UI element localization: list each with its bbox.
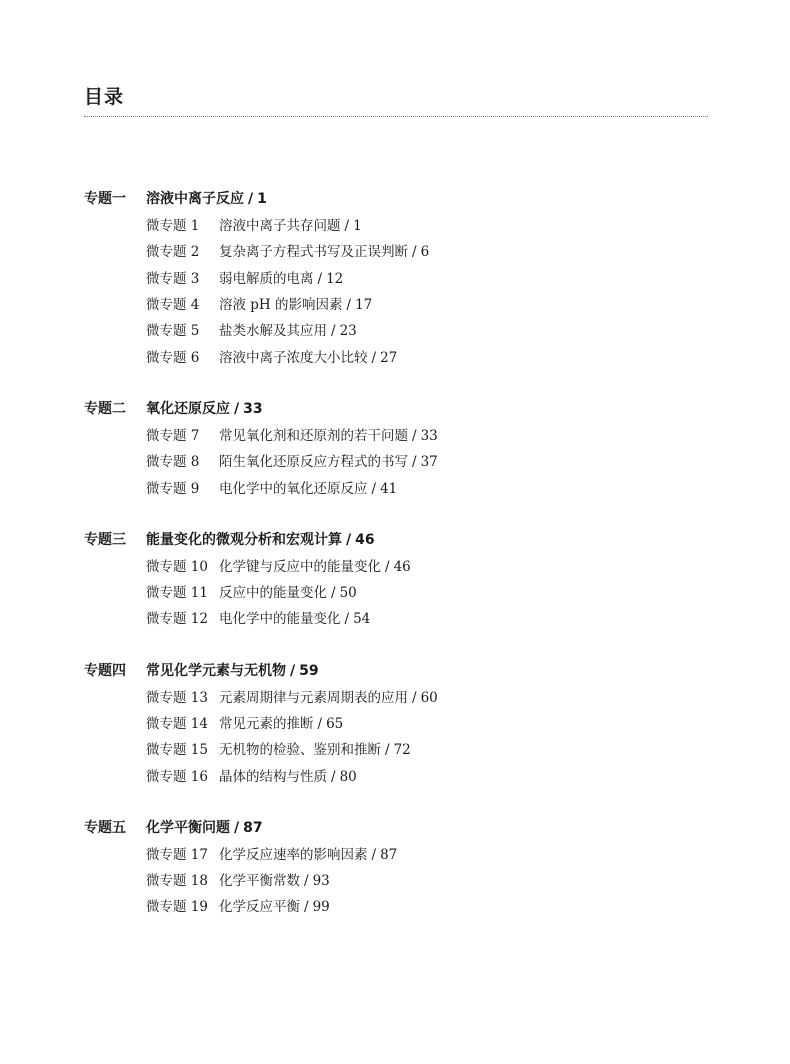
toc-entry[interactable] [84, 761, 724, 787]
page-separator: / [344, 218, 350, 235]
page-separator: / [346, 297, 352, 314]
entry-page-number: 50 [339, 585, 357, 602]
entry-page-number: 46 [393, 558, 411, 575]
topic-section [84, 814, 724, 919]
entry-page-number: 60 [420, 689, 438, 706]
toc-entry[interactable] [84, 866, 724, 892]
toc-entry[interactable] [84, 237, 724, 263]
toc-entry[interactable] [84, 342, 724, 368]
entry-title [219, 424, 438, 444]
entry-label: 微专题 14 [146, 716, 208, 732]
page-separator: / [412, 427, 417, 444]
entry-page-number: 80 [339, 768, 357, 785]
entry-title-text: 溶液中离子浓度大小比较 [219, 349, 368, 366]
entry-label: 微专题 18 [146, 873, 208, 890]
entry-title [219, 686, 438, 706]
toc-entry[interactable] [84, 892, 724, 918]
topic-title [146, 817, 263, 837]
topic-label: 专题一 [84, 191, 126, 207]
page-separator: / [234, 819, 240, 836]
entry-title [219, 477, 397, 497]
topic-section [84, 526, 724, 631]
entry-label: 微专题 19 [146, 899, 208, 916]
entry-label: 微专题 7 [146, 427, 200, 444]
entry-title [219, 712, 343, 732]
topic-page-number: 33 [243, 400, 263, 417]
entry-title [219, 214, 362, 234]
topic-title [146, 660, 319, 680]
topic-header[interactable] [84, 395, 724, 421]
topic-label: 专题五 [84, 819, 126, 836]
entry-title-text: 复杂离子方程式书写及正误判断 [219, 244, 408, 261]
page-separator: / [290, 662, 296, 679]
entry-title-text: 电化学中的氧化还原反应 [219, 480, 368, 497]
entry-title-text: 无机物的检验、鉴别和推断 [219, 742, 381, 759]
topic-title [146, 529, 375, 549]
topic-title-text: 能量变化的微观分析和宏观计算 [146, 531, 342, 548]
toc-entry[interactable] [84, 578, 724, 604]
page-separator: / [371, 846, 377, 863]
entry-label: 微专题 9 [146, 480, 200, 497]
entry-title-text: 元素周期律与元素周期表的应用 [219, 689, 408, 706]
entry-label: 微专题 6 [146, 349, 200, 366]
entry-page-number: 37 [420, 454, 438, 471]
entry-title-text: 溶液 pH 的影响因素 [219, 297, 343, 314]
topic-header[interactable] [84, 657, 724, 683]
entry-title-text: 常见元素的推断 [219, 716, 314, 732]
entry-label: 微专题 8 [146, 454, 200, 471]
entry-title [219, 581, 357, 601]
entry-page-number: 1 [353, 218, 362, 235]
entry-page-number: 54 [353, 611, 371, 628]
title-divider [84, 116, 708, 117]
page-separator: / [304, 899, 309, 916]
entry-title [219, 869, 330, 889]
entry-page-number: 33 [420, 427, 438, 444]
entry-title-text: 陌生氧化还原反应方程式的书写 [219, 454, 408, 471]
page-separator: / [412, 244, 417, 261]
entry-label: 微专题 10 [146, 558, 208, 575]
toc-entry[interactable] [84, 552, 724, 578]
entry-page-number: 93 [312, 873, 330, 890]
entry-label: 微专题 1 [146, 218, 200, 235]
topic-title-text: 化学平衡问题 [146, 819, 230, 836]
entry-page-number: 99 [312, 899, 330, 916]
entry-label: 微专题 16 [146, 768, 208, 785]
page-separator: / [248, 191, 254, 207]
entry-title [219, 765, 357, 785]
entry-page-number: 27 [380, 349, 398, 366]
entry-title-text: 化学键与反应中的能量变化 [219, 558, 381, 575]
page-separator: / [331, 768, 336, 785]
topic-header[interactable] [84, 814, 724, 840]
entry-title [219, 319, 357, 339]
entry-title-text: 盐类水解及其应用 [219, 323, 327, 340]
toc-entry[interactable] [84, 447, 724, 473]
entry-label: 微专题 13 [146, 689, 208, 706]
page-separator: / [385, 742, 390, 759]
page-separator: / [331, 585, 336, 602]
page-separator: / [344, 611, 350, 628]
toc-entry[interactable] [84, 264, 724, 290]
topic-header[interactable] [84, 185, 724, 211]
toc-entry[interactable] [84, 735, 724, 761]
toc-entry[interactable] [84, 683, 724, 709]
topic-title-text: 溶液中离子反应 [146, 191, 244, 207]
entry-title-text: 化学反应平衡 [219, 899, 300, 916]
toc-entry[interactable] [84, 840, 724, 866]
entry-title [219, 267, 343, 287]
entry-title [219, 738, 411, 758]
entry-label: 微专题 17 [146, 846, 208, 863]
entry-title [219, 240, 429, 260]
entry-title-text: 化学反应速率的影响因素 [219, 846, 368, 863]
entry-page-number: 65 [326, 716, 344, 732]
topic-header[interactable] [84, 526, 724, 552]
page-separator: / [371, 480, 377, 497]
topic-title [146, 398, 263, 418]
entry-label: 微专题 2 [146, 244, 200, 261]
entry-page-number: 12 [326, 270, 344, 287]
topic-section [84, 395, 724, 500]
entry-title-text: 溶液中离子共存问题 [219, 218, 341, 235]
entry-title-text: 弱电解质的电离 [219, 270, 314, 287]
entry-title [219, 607, 370, 627]
topic-label: 专题四 [84, 662, 126, 679]
entry-title [219, 895, 330, 915]
toc-entry[interactable] [84, 290, 724, 316]
topic-page-number: 59 [299, 662, 319, 679]
toc-entry[interactable] [84, 473, 724, 499]
page-separator: / [346, 531, 352, 548]
entry-label: 微专题 5 [146, 323, 200, 340]
topic-title-text: 氧化还原反应 [146, 400, 230, 417]
toc-entry[interactable] [84, 211, 724, 237]
topic-page-number: 1 [257, 191, 267, 207]
topic-label: 专题三 [84, 531, 126, 548]
topic-page-number: 87 [243, 819, 263, 836]
page-separator: / [234, 400, 240, 417]
page-separator: / [385, 558, 390, 575]
page-separator: / [317, 270, 323, 287]
entry-title-text: 化学平衡常数 [219, 873, 300, 890]
toc-entry[interactable] [84, 316, 724, 342]
entry-label: 微专题 11 [146, 585, 208, 602]
toc-entry[interactable] [84, 604, 724, 630]
entry-title [219, 450, 438, 470]
topic-section [84, 657, 724, 788]
entry-page-number: 6 [420, 244, 430, 261]
entry-title [219, 843, 397, 863]
entry-page-number: 17 [355, 297, 373, 314]
table-of-contents [84, 185, 724, 945]
page-title: 目录 [84, 86, 125, 108]
entry-page-number: 23 [339, 323, 357, 340]
entry-title-text: 晶体的结构与性质 [219, 768, 327, 785]
topic-label: 专题二 [84, 400, 126, 417]
topic-title [146, 188, 267, 208]
topic-title-text: 常见化学元素与无机物 [146, 662, 286, 679]
entry-title-text: 常见氧化剂和还原剂的若干问题 [219, 427, 408, 444]
entry-page-number: 72 [393, 742, 411, 759]
toc-entry[interactable] [84, 709, 724, 735]
entry-title [219, 555, 411, 575]
entry-label: 微专题 12 [146, 611, 208, 628]
page-separator: / [371, 349, 377, 366]
entry-title-text: 反应中的能量变化 [219, 585, 327, 602]
page-separator: / [412, 689, 417, 706]
entry-label: 微专题 3 [146, 270, 200, 287]
entry-label: 微专题 4 [146, 297, 200, 314]
entry-title [219, 346, 397, 366]
entry-title-text: 电化学中的能量变化 [219, 611, 341, 628]
entry-page-number: 41 [380, 480, 398, 497]
page-separator: / [331, 323, 336, 340]
entry-label: 微专题 15 [146, 742, 208, 759]
page-separator: / [317, 716, 323, 732]
topic-section [84, 185, 724, 369]
page-separator: / [304, 873, 309, 890]
topic-page-number: 46 [355, 531, 375, 548]
page-separator: / [412, 454, 417, 471]
toc-entry[interactable] [84, 421, 724, 447]
entry-title [219, 293, 372, 313]
entry-page-number: 87 [380, 846, 398, 863]
